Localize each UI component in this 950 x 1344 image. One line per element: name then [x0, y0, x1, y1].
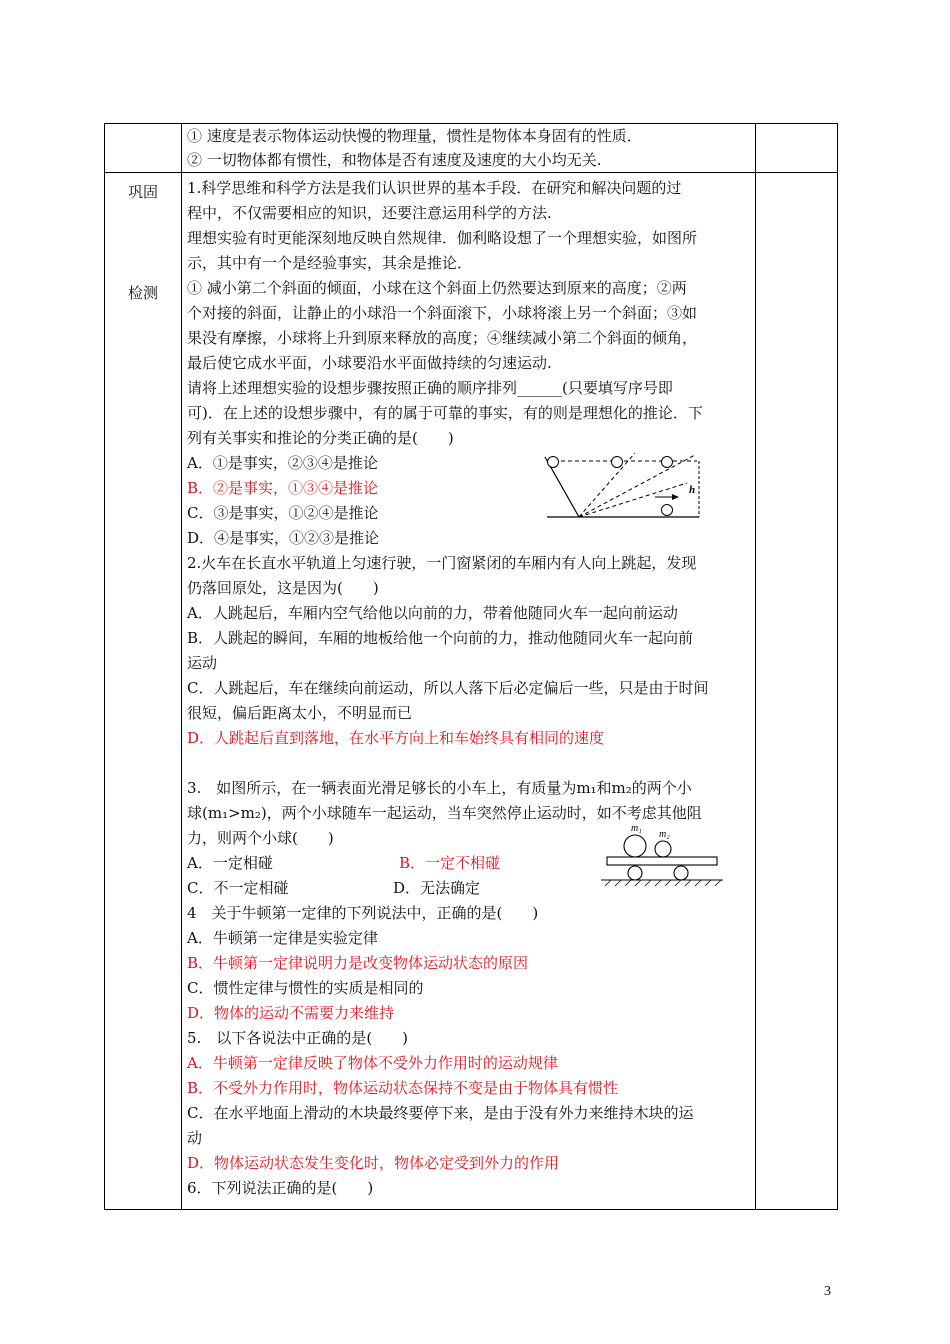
- text-line: 最后使它成水平面，小球要沿水平面做持续的匀速运动.: [187, 354, 552, 372]
- option-b-answer: B．一定不相碰: [399, 854, 501, 872]
- question-6: [187, 1176, 755, 1201]
- height-label: h: [689, 484, 696, 496]
- text-line: B．人跳起的瞬间，车厢的地板给他一个向前的力，推动他随同火车一起向前: [187, 629, 694, 647]
- text-line: 1.科学思维和科学方法是我们认识世界的基本手段．在研究和解决问题的过: [187, 179, 682, 197]
- steep-incline-dashed: [579, 453, 635, 517]
- text-line: 可)．在上述的设想步骤中，有的属于可靠的事实，有的则是理想化的推论．下: [187, 404, 703, 422]
- q4-stem: 4 关于牛顿第一定律的下列说法中，正确的是( ): [187, 904, 539, 922]
- text-line: ① 减小第二个斜面的倾面，小球在这个斜面上仍然要达到原来的高度；②两: [187, 279, 687, 297]
- ball-right: [662, 457, 673, 468]
- text-line: 很短，偏后距离太小，不明显而已: [187, 704, 413, 722]
- row-divider: [105, 172, 837, 173]
- column-divider-left: [181, 124, 182, 1209]
- text-line: 仍落回原处，这是因为( ): [187, 579, 379, 597]
- text-line: 请将上述理想实验的设想步骤按照正确的顺序排列______(只要填写序号即: [187, 379, 673, 397]
- text-line: 力，则两个小球( ): [187, 829, 334, 847]
- arrow-head-icon: [672, 494, 679, 500]
- option-b-answer: B．②是事实，①③④是推论: [187, 479, 379, 497]
- ball-ground: [662, 505, 673, 516]
- text-line: 理想实验有时更能深刻地反映自然规律．伽利略设想了一个理想实验，如图所: [187, 229, 698, 247]
- gentle-incline-dashed: [579, 455, 695, 517]
- q2-answer: D．人跳起后直到落地，在水平方向上和车始终具有相同的速度: [187, 729, 605, 747]
- option-c: C．在水平地面上滑动的木块最终要停下来，是由于没有外力来维持木块的运: [187, 1104, 694, 1122]
- text-line: 2.火车在长直水平轨道上匀速行驶，一门窗紧闭的车厢内有人向上跳起，发现: [187, 554, 697, 572]
- option-d-answer: D．物体的运动不需要力来维持: [187, 1004, 395, 1022]
- option-d: D．无法确定: [393, 879, 481, 897]
- option-d-answer: D．物体运动状态发生变化时，物体必定受到外力的作用: [187, 1154, 560, 1172]
- cart-wheel-right: [674, 866, 688, 880]
- text-line: 球(m₁>m₂)，两个小球随车一起运动，当车突然停止运动时，如不考虑其他阻: [187, 804, 702, 822]
- question-1: [187, 176, 755, 551]
- section-label-consolidate: 巩固: [127, 183, 158, 201]
- column-divider-right: [755, 124, 756, 1209]
- text-line: 运动: [187, 654, 218, 672]
- text-line: A．人跳起后，车厢内空气给他以向前的力，带着他随同火车一起向前运动: [187, 604, 678, 622]
- text-line: C．人跳起后，车在继续向前运动，所以人落下后必定偏后一些，只是由于时间: [187, 679, 709, 697]
- ball-m2: [655, 841, 671, 857]
- option-b-answer: B．不受外力作用时，物体运动状态保持不变是由于物体具有惯性: [187, 1079, 619, 1097]
- text-line: 列有关事实和推论的分类正确的是( ): [187, 429, 454, 447]
- option-a: A．①是事实，②③④是推论: [187, 454, 378, 472]
- q5-stem: 5. 以下各说法中正确的是( ): [187, 1029, 409, 1047]
- text-line: ② 一切物体都有惯性，和物体是否有速度及速度的大小均无关.: [187, 151, 602, 169]
- text-line: 程中，不仅需要相应的知识，还要注意运用科学的方法.: [187, 204, 552, 222]
- incline-experiment-figure: [537, 453, 707, 521]
- q6-stem: 6．下列说法正确的是( ): [187, 1179, 374, 1197]
- blank-line: [187, 751, 755, 776]
- text-line: 示，其中有一个是经验事实，其余是推论．: [187, 254, 473, 272]
- option-a-answer: A．牛顿第一定律反映了物体不受外力作用时的运动规律: [187, 1054, 558, 1072]
- option-d: D．④是事实，①②③是推论: [187, 529, 380, 547]
- ball-start: [548, 457, 559, 468]
- worksheet-table: [104, 123, 838, 1210]
- option-a: A．一定相碰: [187, 854, 273, 872]
- option-c: C．不一定相碰: [187, 879, 289, 897]
- cart-two-balls-figure: [601, 819, 727, 895]
- question-5: [187, 1026, 755, 1176]
- question-2: [187, 551, 755, 751]
- cart-body: [607, 857, 717, 865]
- cart-wheel-left: [628, 866, 642, 880]
- text-line: 果没有摩擦，小球将上升到原来释放的高度；④继续减小第二个斜面的倾角，: [187, 329, 698, 347]
- top-row-content: [187, 124, 755, 172]
- mass-label-m1: m₁: [631, 823, 642, 834]
- page-number: 3: [824, 1284, 831, 1299]
- ground-hatch: [605, 880, 721, 886]
- ball-m1: [624, 835, 646, 857]
- text-line: 个对接的斜面，让静止的小球沿一个斜面滚下，小球将滚上另一个斜面；③如: [187, 304, 698, 322]
- text-line: ① 速度是表示物体运动快慢的物理量，惯性是物体本身固有的性质．: [187, 127, 642, 145]
- option-a: A．牛顿第一定律是实验定律: [187, 929, 378, 947]
- option-c: C．③是事实，①②④是推论: [187, 504, 379, 522]
- question-3: [187, 776, 755, 901]
- q1-options-block: [187, 451, 755, 551]
- ball-middle: [612, 457, 623, 468]
- section-label-check: 检测: [127, 284, 158, 302]
- option-c: C．惯性定律与惯性的实质是相同的: [187, 979, 424, 997]
- questions-content: [187, 176, 755, 1201]
- option-b-answer: B．牛顿第一定律说明力是改变物体运动状态的原因: [187, 954, 529, 972]
- mass-label-m2: m₂: [659, 829, 670, 840]
- option-c-continued: 动: [187, 1129, 203, 1147]
- text-line: 3. 如图所示，在一辆表面光滑足够长的小车上，有质量为m₁和m₂的两个小: [187, 779, 692, 797]
- question-4: [187, 901, 755, 1026]
